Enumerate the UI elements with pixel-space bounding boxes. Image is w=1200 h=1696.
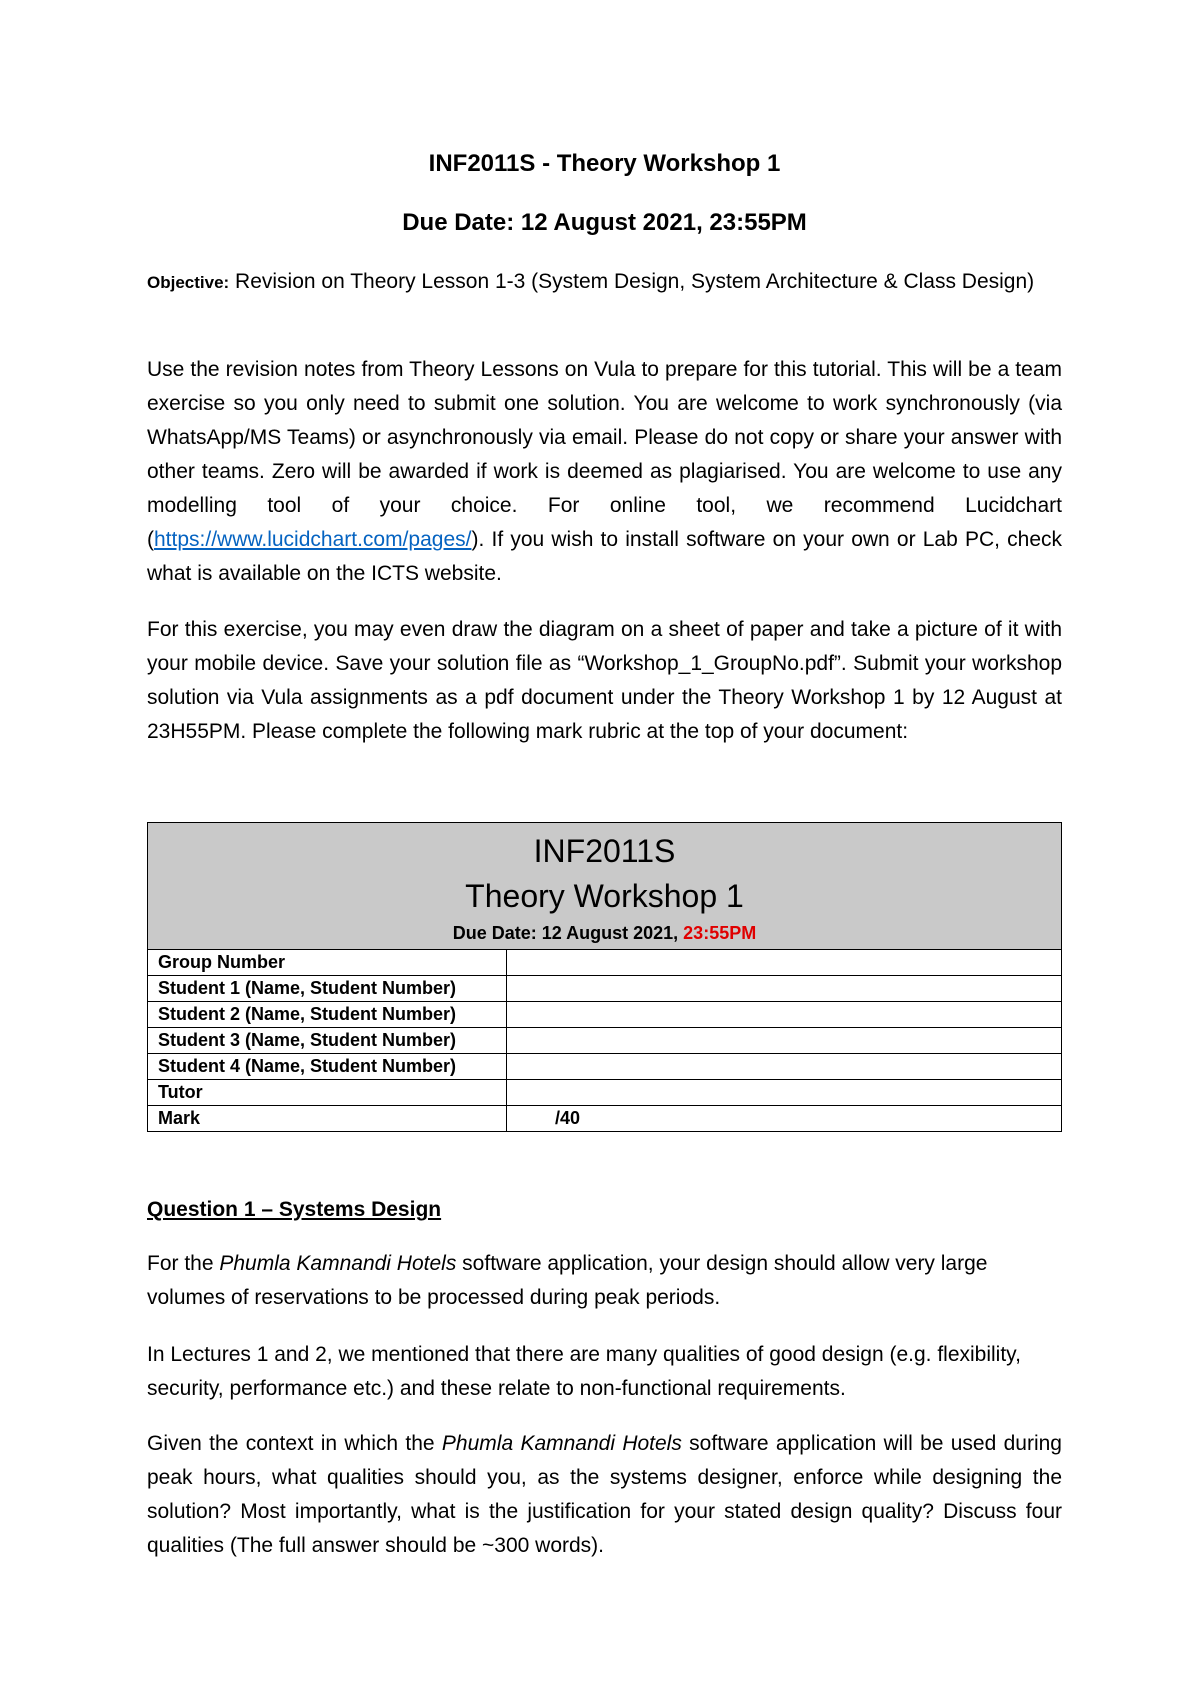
rubric-value-field[interactable]: [507, 1028, 1062, 1054]
question-1-heading: [147, 1193, 1062, 1227]
rubric-value-field[interactable]: [507, 1080, 1062, 1106]
lucidchart-link[interactable]: https://www.lucidchart.com/pages/: [154, 528, 472, 551]
rubric-row-student-3: [148, 1028, 1062, 1054]
question-1-paragraph-1: [147, 1247, 1062, 1315]
q1-p1-hotel-name: Phumla Kamnandi Hotels: [219, 1252, 457, 1275]
objective-paragraph: [147, 265, 1062, 300]
q1-p1-after: software application, your design should allow very large volumes of reservations to be processed during peak periods.: [147, 1252, 988, 1309]
instructions-paragraph: For this exercise, you may even draw the diagram on a sheet of paper and take a picture of it with your mobile device. Save your solution file as “Workshop_1_GroupNo.pdf”. Submit your workshop solution via Vula assignments as a pdf document under the Theory Workshop 1 by 12 August at 23H55PM. Please complete the following mark rubric at the top of your document:: [147, 618, 1062, 743]
rubric-value-field[interactable]: [507, 1002, 1062, 1028]
rubric-row-student-2: [148, 1002, 1062, 1028]
rubric-label: Student 2 (Name, Student Number): [148, 1002, 507, 1028]
rubric-value-field[interactable]: [507, 976, 1062, 1002]
rubric-row-mark: [148, 1106, 1062, 1132]
rubric-header: [148, 823, 1062, 950]
rubric-row-student-4: [148, 1054, 1062, 1080]
rubric-course-code: INF2011S: [533, 833, 676, 869]
rubric-label: Group Number: [148, 950, 507, 976]
intro-paragraph: [147, 353, 1062, 591]
q1-p3-hotel-name: Phumla Kamnandi Hotels: [441, 1432, 682, 1455]
question-1-heading-text: Question 1 – Systems Design: [147, 1198, 442, 1221]
rubric-label: Student 1 (Name, Student Number): [148, 976, 507, 1002]
rubric-label: Tutor: [148, 1080, 507, 1106]
objective-label: Objective:: [147, 273, 230, 292]
q1-p1-before: For the: [147, 1252, 220, 1275]
rubric-label: Student 3 (Name, Student Number): [148, 1028, 507, 1054]
rubric-due-time: 23:55PM: [683, 923, 757, 943]
intro-text-2: ). If you wish to install software on your own or Lab PC, check what is available on the ICTS website.: [147, 528, 1062, 585]
rubric-workshop-name: Theory Workshop 1: [465, 878, 744, 914]
rubric-header-row: [148, 823, 1062, 950]
rubric-value-field[interactable]: [507, 1054, 1062, 1080]
q1-p3-before: Given the context in which the: [147, 1432, 442, 1455]
document-title: INF2011S - Theory Workshop 1: [428, 150, 781, 177]
rubric-due-prefix: Due Date: 12 August 2021,: [452, 923, 684, 943]
rubric-value-field[interactable]: [507, 950, 1062, 976]
question-1-paragraph-2: In Lectures 1 and 2, we mentioned that there are many qualities of good design (e.g. flexibility, security, performance etc.) and these relate to non-functional requirements.: [147, 1343, 1021, 1400]
rubric-mark-value: /40: [507, 1106, 1062, 1132]
rubric-due-date: [148, 919, 1061, 947]
due-date-heading: Due Date: 12 August 2021, 23:55PM: [402, 209, 807, 236]
intro-text-1: Use the revision notes from Theory Lessons on Vula to prepare for this tutorial. This will be a team exercise so you only need to submit one solution. You are welcome to work synchronously (via WhatsApp/MS Teams) or asynchronously via email. Please do not copy or share your answer with other teams. Zero will be awarded if work is deemed as plagiarised. You are welcome to use any modelling tool of your choice. For online tool, we recommend Lucidchart (: [147, 358, 1062, 551]
rubric-label: Mark: [148, 1106, 507, 1132]
question-1-paragraph-3: [147, 1427, 1062, 1563]
rubric-label: Student 4 (Name, Student Number): [148, 1054, 507, 1080]
objective-text: Revision on Theory Lesson 1-3 (System Design, System Architecture & Class Design): [229, 270, 1035, 293]
mark-rubric-table: [147, 822, 1062, 1132]
rubric-row-group-number: [148, 950, 1062, 976]
q1-p3-after: software application will be used during peak hours, what qualities should you, as the systems designer, enforce while designing the solution? Most importantly, what is the justification for your stated design quality? Discuss four qualities (The full answer should be ~300 words).: [147, 1432, 1062, 1557]
rubric-row-student-1: [148, 976, 1062, 1002]
rubric-row-tutor: [148, 1080, 1062, 1106]
